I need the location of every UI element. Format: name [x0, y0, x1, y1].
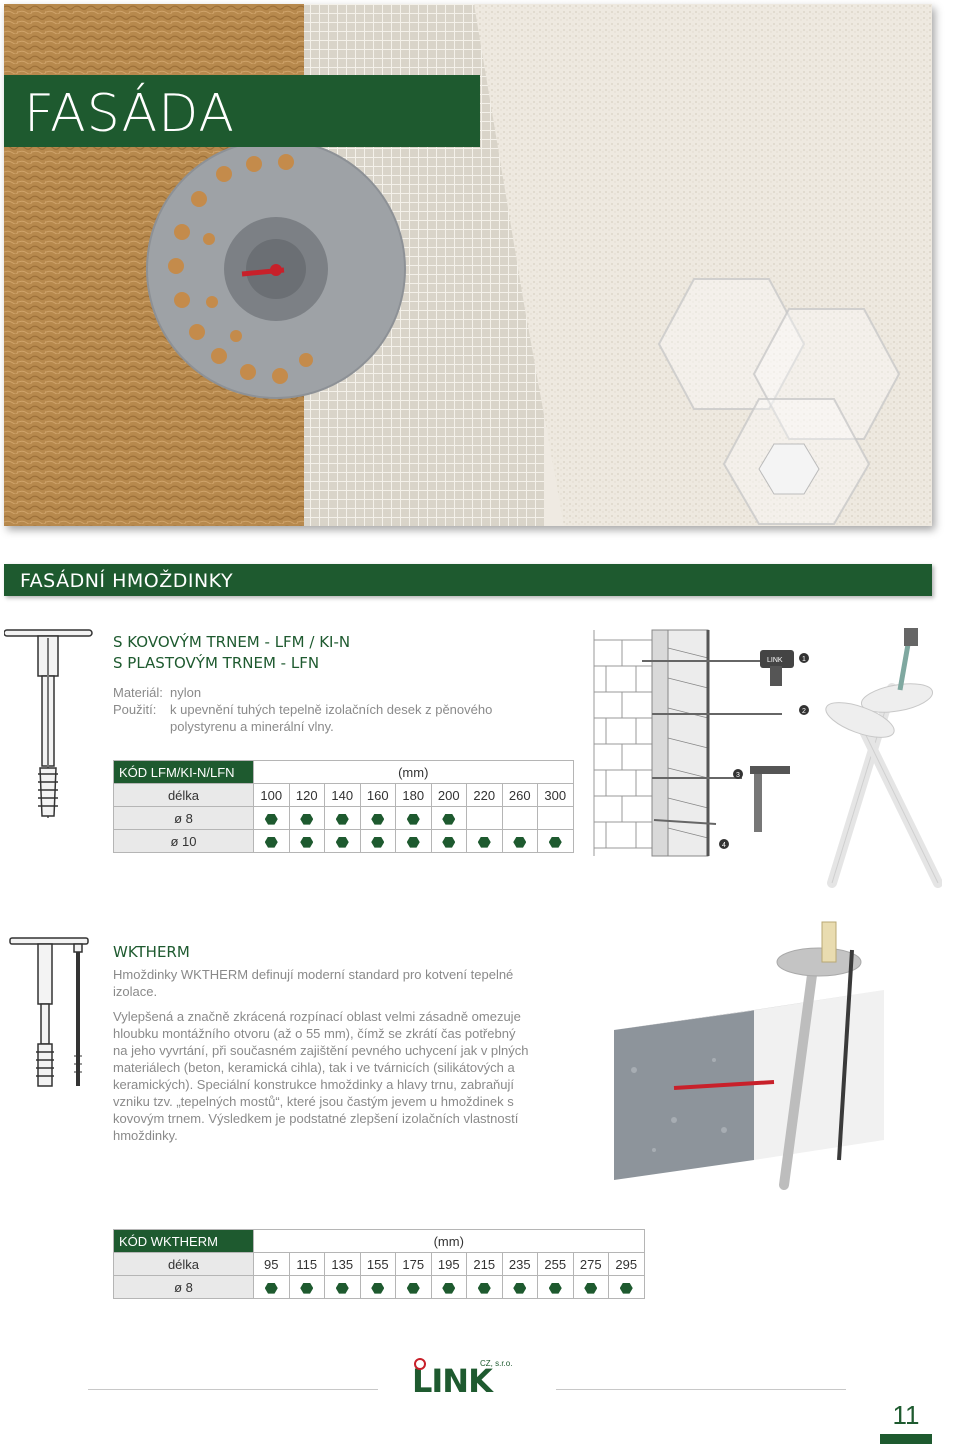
- length-value: 215: [467, 1253, 503, 1276]
- available-hexagon-icon: [584, 1283, 597, 1294]
- availability-cell: [325, 807, 361, 830]
- length-value: 175: [396, 1253, 432, 1276]
- available-hexagon-icon: [442, 1283, 455, 1294]
- availability-cell: [396, 1276, 432, 1299]
- wktherm-cutaway-illustration: [614, 920, 890, 1190]
- available-hexagon-icon: [300, 814, 313, 825]
- table-row: [114, 807, 574, 830]
- available-hexagon-icon: [549, 837, 562, 848]
- diameter-label: ø 8: [114, 1276, 254, 1299]
- available-hexagon-icon: [478, 1283, 491, 1294]
- page-title: FASÁDA: [4, 75, 480, 147]
- availability-cell: [538, 830, 574, 853]
- availability-cell: [502, 1276, 538, 1299]
- available-hexagon-icon: [300, 837, 313, 848]
- lfm-anchor-icon: [4, 628, 94, 824]
- length-label: délka: [114, 1253, 254, 1276]
- length-value: 160: [360, 784, 396, 807]
- availability-cell: [325, 830, 361, 853]
- availability-cell: [325, 1276, 361, 1299]
- availability-cell: [289, 1276, 325, 1299]
- anchor-photos: [822, 628, 938, 883]
- length-value: 275: [573, 1253, 609, 1276]
- availability-cell: [431, 830, 467, 853]
- wktherm-code-table: [113, 1229, 645, 1299]
- available-hexagon-icon: [620, 1283, 633, 1294]
- logo-subtext: CZ, s.r.o.: [480, 1359, 513, 1368]
- product1-spec: [113, 684, 553, 735]
- available-hexagon-icon: [300, 1283, 313, 1294]
- product2-body: Vylepšená a značně zkrácená rozpínací oblast velmi zásadně omezuje hloubku montážního otvoru (až o 55 mm), čímž se zkrátí čas potřebný na jeho vyvrtání, při současném zajištění pevného uchycení jak v plných materiálech (beton, keramická cihla), tak i ve tvárnicích (silikátových a keramických). Speciální konstrukce hmoždinky a hlavy trnu, zabraňují vzniku tzv. „tepelných mostů“, které jsou častým jevem u hmoždinek s kovovým trnem. Výsledkem je podstatné zlepšení izolačních vlastností hmoždinky.: [113, 1009, 529, 1143]
- availability-cell: [254, 1276, 290, 1299]
- length-value: 300: [538, 784, 574, 807]
- availability-cell: [360, 1276, 396, 1299]
- page-number: 11: [880, 1398, 932, 1444]
- product1-title-line1: S KOVOVÝM TRNEM - LFM / KI-N: [113, 633, 351, 651]
- length-label: délka: [114, 784, 254, 807]
- availability-cell: [538, 807, 574, 830]
- available-hexagon-icon: [265, 1283, 278, 1294]
- usage-value: k upevnění tuhých tepelně izolačních desek z pěnového polystyrenu a minerální vlny.: [170, 702, 493, 734]
- availability-cell: [360, 807, 396, 830]
- footer-divider-right: [556, 1389, 846, 1390]
- availability-cell: [396, 807, 432, 830]
- available-hexagon-icon: [407, 1283, 420, 1294]
- availability-cell: [573, 1276, 609, 1299]
- table-code-cell: KÓD LFM/KI-N/LFN: [114, 761, 254, 784]
- length-value: 255: [538, 1253, 574, 1276]
- length-value: 115: [289, 1253, 325, 1276]
- product1-title-line2: S PLASTOVÝM TRNEM - LFN: [113, 654, 320, 672]
- table-code-cell: KÓD WKTHERM: [114, 1230, 254, 1253]
- step-3-label: 3: [736, 772, 740, 779]
- available-hexagon-icon: [407, 837, 420, 848]
- step-2-label: 2: [802, 708, 806, 715]
- available-hexagon-icon: [265, 814, 278, 825]
- available-hexagon-icon: [265, 837, 278, 848]
- product2-title: WKTHERM: [113, 943, 190, 961]
- wktherm-anchor-icon: [8, 936, 98, 1092]
- material-label: Materiál:: [113, 685, 163, 700]
- length-value: 195: [431, 1253, 467, 1276]
- available-hexagon-icon: [336, 1283, 349, 1294]
- availability-cell: [289, 830, 325, 853]
- availability-cell: [538, 1276, 574, 1299]
- available-hexagon-icon: [371, 814, 384, 825]
- usage-label: Použití:: [113, 702, 157, 717]
- length-value: 155: [360, 1253, 396, 1276]
- availability-cell: [467, 1276, 503, 1299]
- available-hexagon-icon: [336, 837, 349, 848]
- availability-cell: [254, 807, 290, 830]
- tool-brand: LINK: [767, 657, 783, 664]
- availability-cell: [289, 807, 325, 830]
- product2-lead: Hmoždinky WKTHERM definují moderní standard pro kotvení tepelné izolace.: [113, 967, 514, 999]
- available-hexagon-icon: [478, 837, 491, 848]
- length-value: 180: [396, 784, 432, 807]
- availability-cell: [502, 807, 538, 830]
- length-value: 295: [609, 1253, 645, 1276]
- table-row: [114, 830, 574, 853]
- step-4-label: 4: [722, 842, 726, 849]
- diameter-label: ø 10: [114, 830, 254, 853]
- footer-divider-left: [88, 1389, 378, 1390]
- length-value: 100: [254, 784, 290, 807]
- available-hexagon-icon: [513, 837, 526, 848]
- installation-diagram: [592, 628, 942, 890]
- available-hexagon-icon: [407, 814, 420, 825]
- table-unit-cell: (mm): [254, 761, 574, 784]
- availability-cell: [609, 1276, 645, 1299]
- link-logo: [408, 1356, 524, 1402]
- step-1-label: 1: [802, 656, 806, 663]
- length-value: 140: [325, 784, 361, 807]
- diameter-label: ø 8: [114, 807, 254, 830]
- length-value: 260: [502, 784, 538, 807]
- lfm-code-table: [113, 760, 574, 853]
- availability-cell: [254, 830, 290, 853]
- availability-cell: [467, 830, 503, 853]
- material-value: nylon: [170, 685, 202, 700]
- available-hexagon-icon: [442, 814, 455, 825]
- availability-cell: [467, 807, 503, 830]
- length-value: 220: [467, 784, 503, 807]
- available-hexagon-icon: [549, 1283, 562, 1294]
- length-value: 135: [325, 1253, 361, 1276]
- length-value: 235: [502, 1253, 538, 1276]
- availability-cell: [431, 1276, 467, 1299]
- length-value: 200: [431, 784, 467, 807]
- available-hexagon-icon: [371, 1283, 384, 1294]
- availability-cell: [431, 807, 467, 830]
- available-hexagon-icon: [513, 1283, 526, 1294]
- availability-cell: [396, 830, 432, 853]
- availability-cell: [360, 830, 396, 853]
- available-hexagon-icon: [442, 837, 455, 848]
- available-hexagon-icon: [336, 814, 349, 825]
- table-row: [114, 1276, 645, 1299]
- logo-text: LINK: [412, 1362, 492, 1400]
- table-unit-cell: (mm): [254, 1230, 645, 1253]
- available-hexagon-icon: [371, 837, 384, 848]
- length-value: 120: [289, 784, 325, 807]
- length-value: 95: [254, 1253, 290, 1276]
- section-title: FASÁDNÍ HMOŽDINKY: [4, 564, 932, 596]
- availability-cell: [502, 830, 538, 853]
